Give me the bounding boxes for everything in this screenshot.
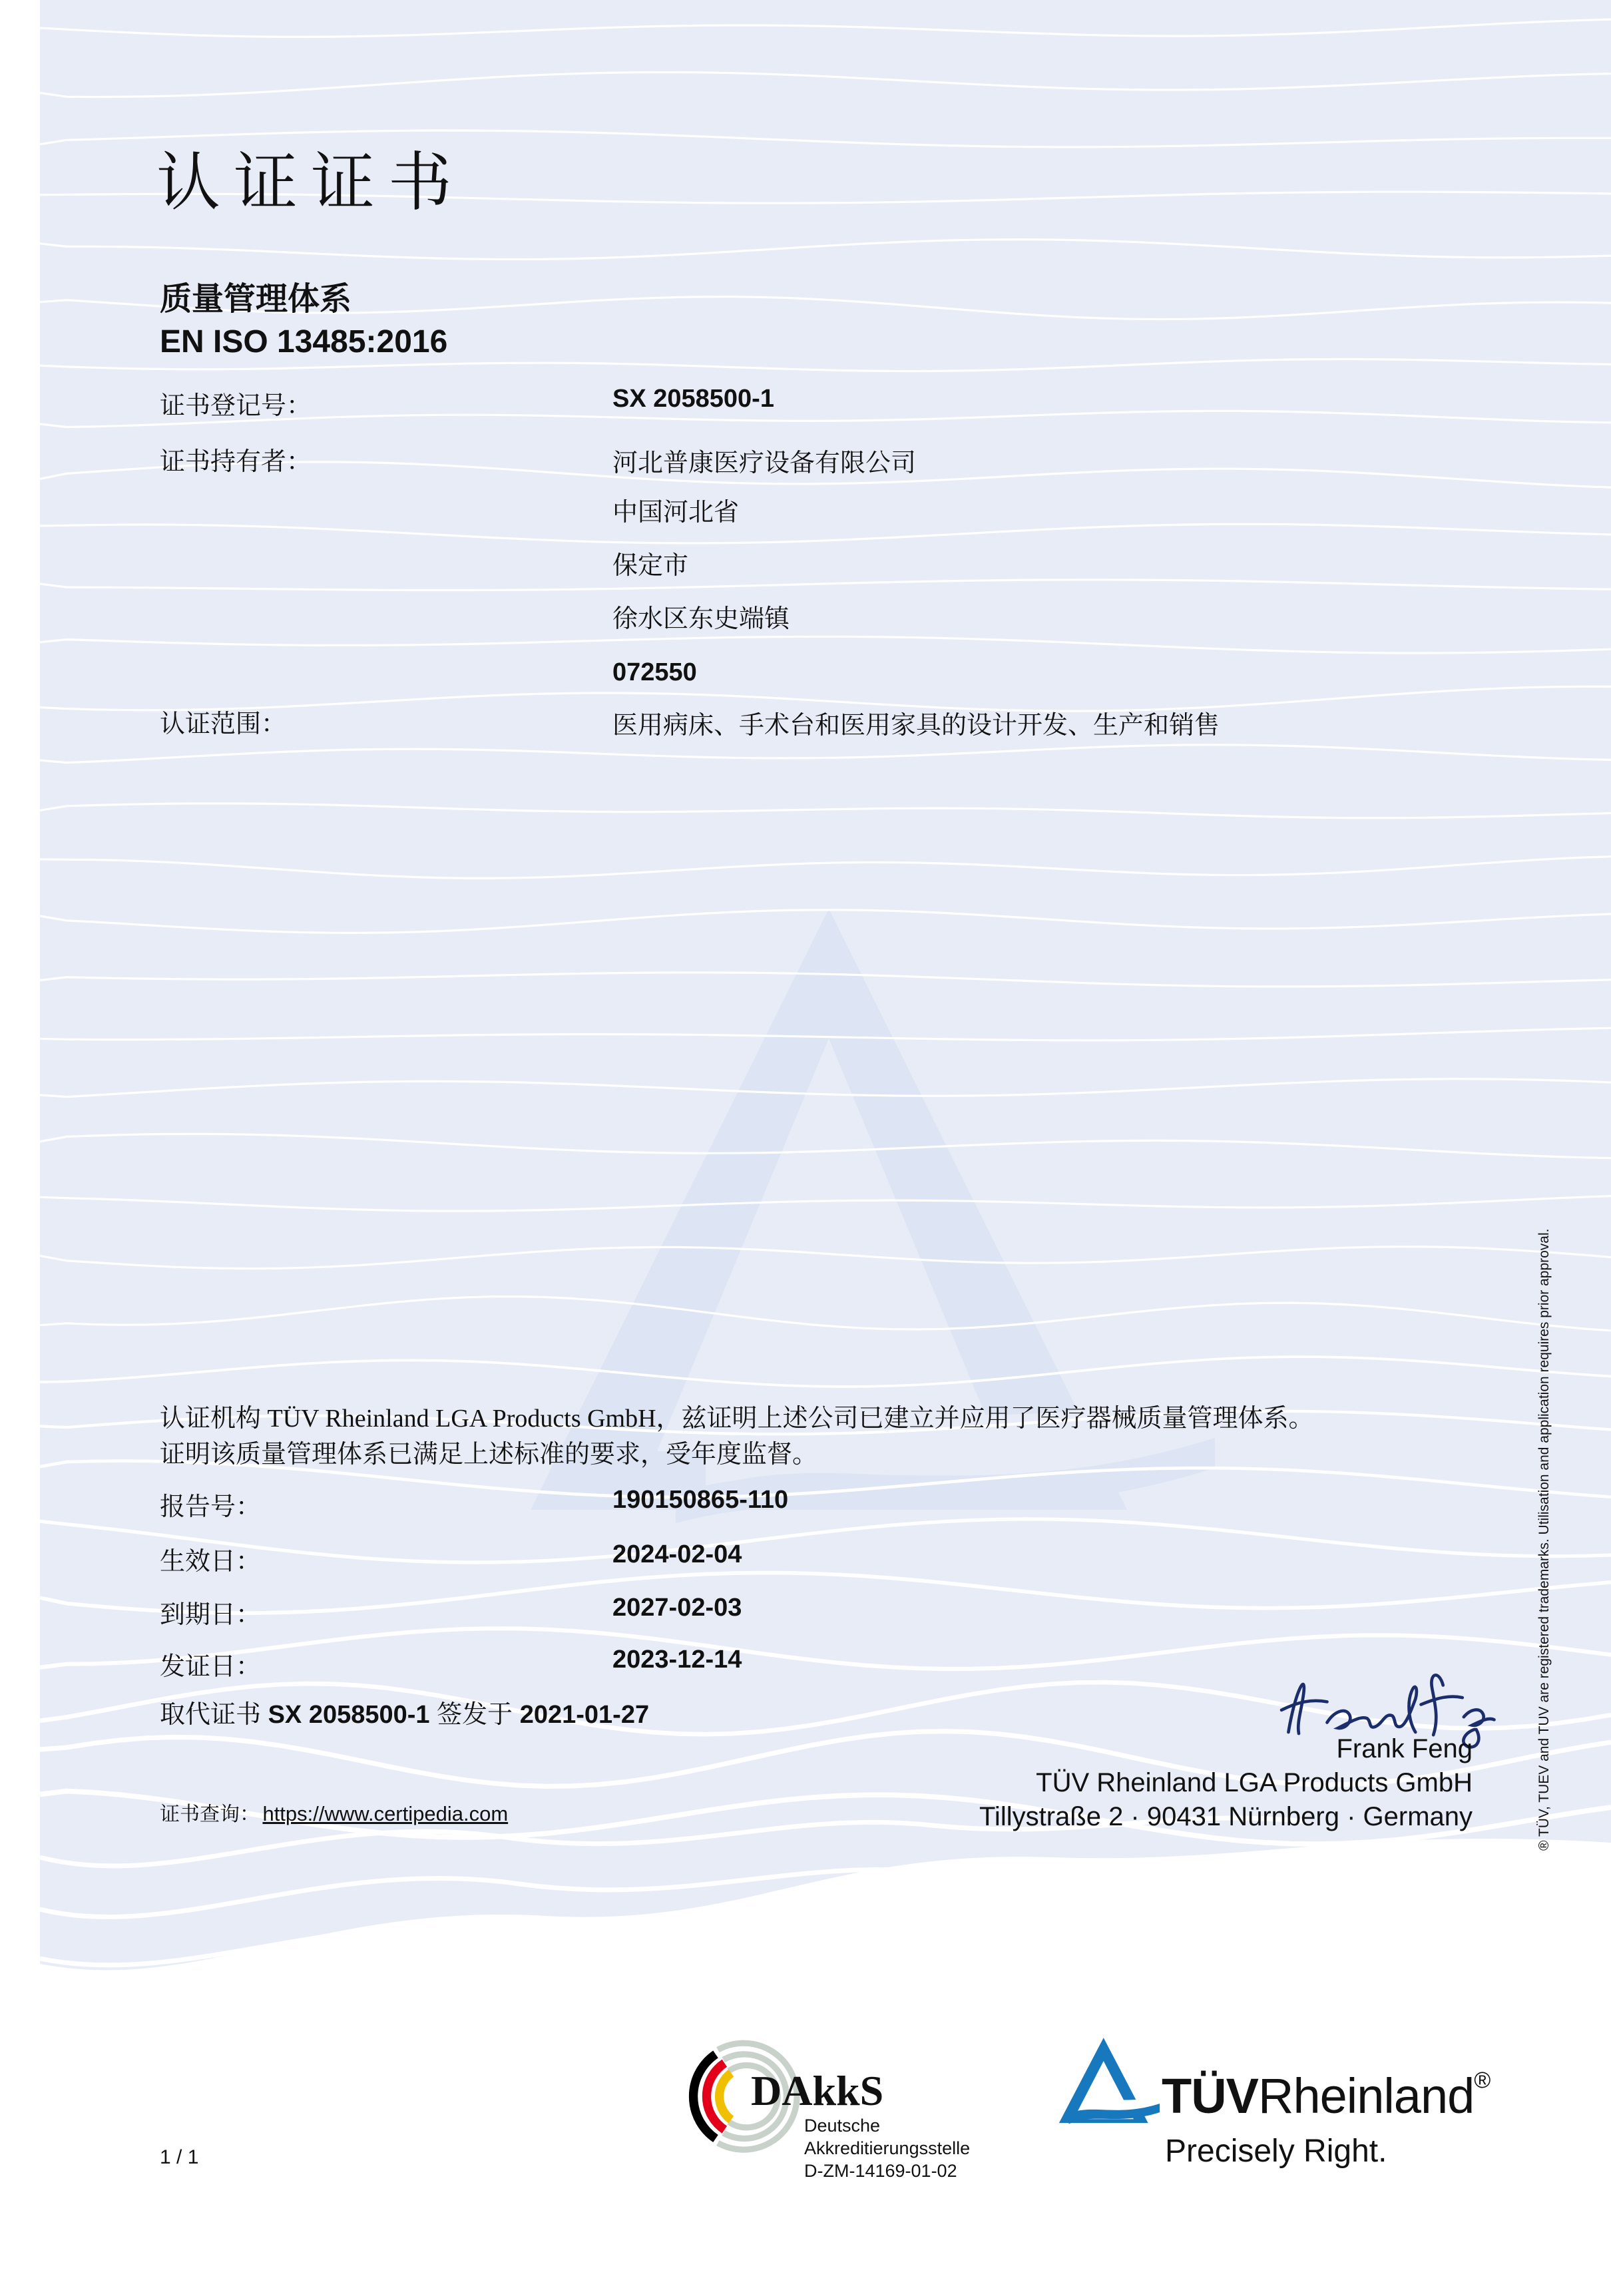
issue-date-value: 2023-12-14 (612, 1646, 742, 1674)
replacement-date: 2021-01-27 (519, 1701, 650, 1729)
replacement-middle: 签发于 (437, 1701, 513, 1729)
registry-number-label: 证书登记号： (160, 392, 312, 420)
tuv-wordmark (1162, 2068, 1490, 2124)
signatory-name: Frank Feng (1336, 1734, 1473, 1763)
registered-mark: ® (1474, 2068, 1491, 2093)
holder-address-line: 中国河北省 (612, 499, 740, 527)
effective-date-value: 2024-02-04 (612, 1540, 742, 1568)
replacement-prefix: 取代证书 (160, 1701, 262, 1729)
certification-statement (160, 1401, 1438, 1473)
dakks-caption-line: D-ZM-14169-01-02 (804, 2161, 957, 2181)
signatory-address: Tillystraße 2 · 90431 Nürnberg · Germany (979, 1802, 1473, 1831)
replacement-line (160, 1694, 649, 1730)
page-number: 1 / 1 (160, 2146, 199, 2168)
registry-number-value: SX 2058500-1 (612, 385, 774, 413)
holder-label: 证书持有者： (160, 448, 312, 476)
signatory-company: TÜV Rheinland LGA Products GmbH (1036, 1768, 1473, 1797)
certipedia-link[interactable]: https://www.certipedia.com (262, 1802, 509, 1825)
expiry-date-value: 2027-02-03 (612, 1594, 742, 1622)
query-line (160, 1797, 508, 1827)
statement-line-2: 证明该质量管理体系已满足上述标准的要求，受年度监督。 (160, 1441, 818, 1469)
scope-label: 认证范围： (160, 710, 287, 738)
statement-line-1: 认证机构 TÜV Rheinland LGA Products GmbH，兹证明上述公司已建立并应用了医疗器械质量管理体系。 (160, 1405, 1314, 1433)
issue-date-label: 发证日： (160, 1653, 262, 1681)
tuv-wordmark-regular: Rheinland (1258, 2068, 1475, 2124)
scope-value: 医用病床、手术台和医用家具的设计开发、生产和销售 (612, 712, 1220, 740)
signatory-block (979, 1732, 1473, 1834)
holder-postcode: 072550 (612, 658, 697, 686)
holder-address-line: 徐水区东史端镇 (612, 605, 790, 633)
holder-name: 河北普康医疗设备有限公司 (612, 449, 917, 477)
effective-date-label: 生效日： (160, 1548, 262, 1576)
system-subtitle: 质量管理体系 (160, 282, 352, 317)
dakks-caption-line: Deutsche (804, 2116, 881, 2136)
report-number-label: 报告号： (160, 1493, 262, 1521)
query-label: 证书查询： (160, 1803, 260, 1825)
expiry-date-label: 到期日： (160, 1601, 262, 1629)
holder-address-line: 保定市 (612, 552, 689, 580)
dakks-wordmark: DAkkS (751, 2067, 884, 2114)
report-number-value: 190150865-110 (612, 1486, 789, 1514)
tuv-tagline: Precisely Right. (1165, 2134, 1387, 2169)
standard-subtitle: EN ISO 13485:2016 (160, 324, 448, 359)
dakks-caption-line: Akkreditierungsstelle (804, 2138, 971, 2158)
page-title: 认证证书 (156, 147, 465, 218)
replacement-cert-no: SX 2058500-1 (268, 1701, 430, 1729)
tuv-triangle-icon (1055, 2034, 1162, 2131)
dakks-caption (804, 2114, 970, 2182)
holder-address (612, 486, 790, 699)
tuv-wordmark-bold: TÜV (1162, 2068, 1258, 2124)
trademark-note: ® TÜV, TUEV and TUV are registered trademarks. Utilisation and application requires prior approval. (1536, 1228, 1552, 1851)
